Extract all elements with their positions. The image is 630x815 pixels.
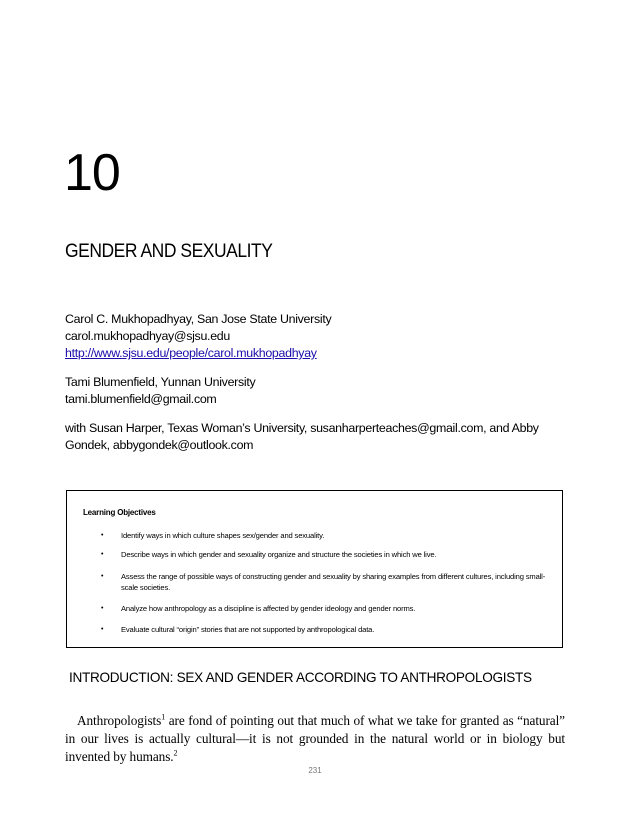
list-item — [101, 549, 546, 560]
chapter-title: GENDER AND SEXUALITY — [65, 241, 273, 262]
list-item — [101, 530, 546, 541]
author-block — [65, 311, 585, 454]
body-text-rest: are fond of pointing out that much of what we take for granted as “natural” in our lives is actually cultural—it is not grounded in the natural world or in biology but invented by humans. — [65, 713, 565, 764]
author2-name: Tami Blumenfield, Yunnan University — [65, 375, 256, 389]
list-item — [101, 571, 546, 593]
list-item — [101, 603, 546, 614]
body-text-start: Anthropologists — [77, 713, 162, 728]
list-item — [101, 624, 546, 635]
bullet-icon: • — [101, 626, 104, 633]
body-paragraph — [65, 712, 565, 766]
section-heading: INTRODUCTION: SEX AND GENDER ACCORDING TO ANTHROPOLOGISTS — [69, 670, 532, 685]
learning-objective-text: Identify ways in which culture shapes sex/gender and sexuality. — [121, 531, 325, 540]
page-number: 231 — [308, 766, 322, 775]
footnote-ref-1[interactable]: 1 — [161, 712, 166, 722]
learning-objective-text: Evaluate cultural “origin” stories that are not supported by anthropological data. — [121, 625, 375, 634]
learning-objective-text: Assess the range of possible ways of constructing gender and sexuality by sharing examples from different cultures, including small-scale societies. — [121, 572, 546, 592]
bullet-icon: • — [101, 551, 104, 558]
author1-email: carol.mukhopadhyay@sjsu.edu — [65, 329, 230, 343]
author1-name: Carol C. Mukhopadhyay, San Jose State University — [65, 312, 332, 326]
bullet-icon: • — [101, 605, 104, 612]
author1-url-link[interactable]: http://www.sjsu.edu/people/carol.mukhopadhyay — [65, 346, 317, 360]
learning-objectives-title: Learning Objectives — [83, 508, 156, 517]
chapter-number: 10 — [64, 144, 120, 202]
footnote-ref-2[interactable]: 2 — [173, 748, 178, 758]
contributors-line: with Susan Harper, Texas Woman’s University, susanharperteaches@gmail.com, and Abby Gondek, abbygondek@outlook.com — [65, 421, 539, 452]
learning-objectives-box — [66, 490, 563, 648]
learning-objective-text: Analyze how anthropology as a discipline is affected by gender ideology and gender norms. — [121, 604, 416, 613]
bullet-icon: • — [101, 573, 104, 580]
author2-email: tami.blumenfield@gmail.com — [65, 392, 217, 406]
learning-objective-text: Describe ways in which gender and sexuality organize and structure the societies in which we live. — [121, 550, 437, 559]
bullet-icon: • — [101, 532, 104, 539]
